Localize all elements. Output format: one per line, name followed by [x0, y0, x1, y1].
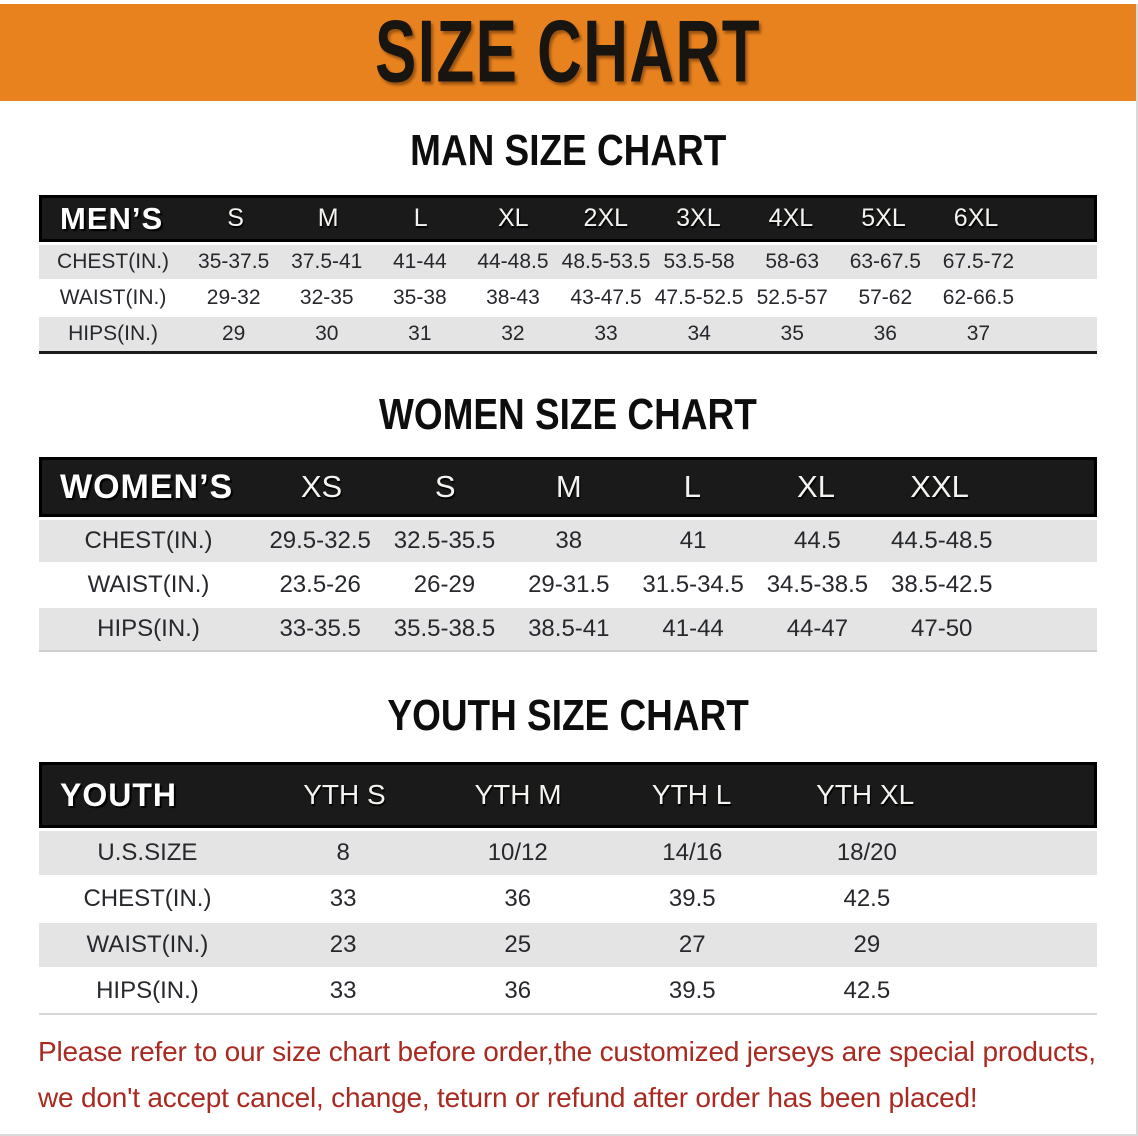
cell-value: 36 — [873, 322, 897, 345]
cell-value: 23 — [329, 931, 357, 958]
cell-value: 8 — [336, 839, 350, 866]
cell-value: 62-66.5 — [942, 286, 1015, 309]
banner-title: SIZE CHART — [375, 3, 761, 101]
size-column-header: YTH S — [303, 779, 386, 810]
cell-value: 29-31.5 — [528, 571, 610, 598]
cell-value: 38-43 — [486, 286, 540, 309]
table-header-row — [39, 457, 1097, 517]
cell-value: 32-35 — [299, 286, 354, 309]
table-row — [39, 520, 1097, 562]
youth-heading-text: YOUTH SIZE CHART — [387, 691, 749, 740]
size-column-header: M — [317, 204, 339, 232]
table-body — [39, 831, 1097, 1013]
women-size-table — [39, 457, 1097, 652]
table-row — [39, 608, 1097, 650]
size-column-header: 6XL — [953, 204, 999, 232]
cell-value: 44-48.5 — [477, 250, 549, 273]
cell-value: 57-62 — [858, 286, 913, 309]
table-row — [39, 245, 1097, 279]
row-label: CHEST(IN.) — [57, 250, 170, 273]
table-row — [39, 317, 1097, 351]
cell-value: 38.5-41 — [528, 615, 610, 642]
cell-value: 29.5-32.5 — [269, 527, 371, 554]
women-section — [0, 391, 1136, 652]
cell-value: 38.5-42.5 — [891, 571, 993, 598]
cell-value: 42.5 — [843, 885, 891, 912]
banner — [0, 4, 1136, 101]
cell-value: 29-32 — [206, 286, 261, 309]
cell-value: 18/20 — [836, 839, 897, 866]
size-column-header: YTH M — [474, 779, 562, 810]
cell-value: 29 — [853, 931, 881, 958]
cell-value: 32.5-35.5 — [393, 527, 496, 554]
row-label: HIPS(IN.) — [96, 977, 199, 1004]
cell-value: 44.5 — [794, 527, 841, 554]
men-heading-text: MAN SIZE CHART — [409, 126, 727, 175]
cell-value: 47.5-52.5 — [654, 286, 744, 309]
men-size-table — [39, 195, 1097, 354]
cell-value: 27 — [678, 931, 706, 958]
size-column-header: YTH XL — [816, 779, 915, 810]
cell-value: 48.5-53.5 — [561, 250, 651, 273]
size-column-header: YTH L — [651, 779, 732, 810]
cell-value: 67.5-72 — [942, 250, 1015, 273]
row-label: CHEST(IN.) — [83, 885, 212, 912]
row-label: CHEST(IN.) — [84, 527, 213, 554]
cell-value: 43-47.5 — [570, 286, 642, 309]
size-column-header: 3XL — [676, 204, 721, 232]
footer-notice — [38, 1029, 1098, 1121]
cell-value: 31 — [408, 322, 432, 345]
table-title-cell: MEN’S — [60, 200, 164, 236]
men-heading — [0, 128, 1136, 174]
size-column-header: XL — [797, 469, 835, 504]
cell-value: 26-29 — [413, 571, 476, 598]
size-column-header: M — [555, 469, 582, 504]
row-label: WAIST(IN.) — [59, 286, 167, 309]
table-row — [39, 564, 1097, 606]
row-label: HIPS(IN.) — [97, 615, 200, 642]
cell-value: 41-44 — [392, 250, 447, 273]
cell-value: 35.5-38.5 — [393, 615, 496, 642]
cell-value: 14/16 — [662, 839, 723, 866]
table-title-cell: YOUTH — [60, 776, 177, 813]
cell-value: 36 — [504, 977, 532, 1004]
row-label: WAIST(IN.) — [86, 931, 209, 958]
table-row — [39, 923, 1097, 967]
cell-value: 35-37.5 — [198, 250, 270, 273]
size-column-header: 2XL — [583, 204, 629, 232]
cell-value: 37.5-41 — [291, 250, 363, 273]
cell-value: 53.5-58 — [663, 250, 735, 273]
size-column-header: L — [683, 469, 701, 504]
cell-value: 33-35.5 — [279, 615, 361, 642]
table-header-row — [39, 762, 1097, 828]
cell-value: 58-63 — [765, 250, 820, 273]
size-column-header: S — [227, 204, 244, 232]
table-row — [39, 877, 1097, 921]
youth-size-table — [39, 762, 1097, 1015]
row-label: WAIST(IN.) — [87, 571, 210, 598]
cell-value: 23.5-26 — [279, 571, 361, 598]
cell-value: 36 — [504, 885, 532, 912]
row-label: U.S.SIZE — [97, 839, 198, 866]
cell-value: 44-47 — [786, 615, 849, 642]
cell-value: 33 — [329, 977, 357, 1004]
cell-value: 41 — [679, 527, 707, 554]
table-header-row — [39, 195, 1097, 242]
cell-value: 34.5-38.5 — [766, 571, 869, 598]
cell-value: 31.5-34.5 — [642, 571, 744, 598]
cell-value: 37 — [966, 322, 991, 345]
table-body — [39, 520, 1097, 650]
size-chart-page — [0, 4, 1136, 1134]
cell-value: 52.5-57 — [756, 286, 828, 309]
size-column-header: S — [434, 469, 456, 504]
table-title-cell: WOMEN’S — [60, 467, 234, 506]
cell-value: 47-50 — [911, 615, 973, 642]
women-heading — [0, 391, 1136, 439]
cell-value: 44.5-48.5 — [891, 527, 993, 554]
row-label: HIPS(IN.) — [68, 322, 158, 345]
cell-value: 38 — [555, 527, 583, 554]
men-section — [0, 128, 1136, 354]
table-row — [39, 281, 1097, 315]
table-row — [39, 969, 1097, 1013]
cell-value: 32 — [501, 322, 525, 345]
size-column-header: L — [413, 204, 428, 232]
cell-value: 34 — [687, 322, 711, 345]
cell-value: 35-38 — [392, 286, 447, 309]
table-body — [39, 245, 1097, 351]
cell-value: 39.5 — [668, 977, 716, 1004]
cell-value: 25 — [504, 931, 532, 958]
cell-value: 63-67.5 — [849, 250, 921, 273]
size-column-header: XL — [497, 204, 529, 232]
cell-value: 42.5 — [843, 977, 891, 1004]
cell-value: 10/12 — [487, 839, 548, 866]
cell-value: 33 — [594, 322, 618, 345]
size-column-header: XXL — [910, 469, 969, 504]
cell-value: 29 — [221, 322, 246, 345]
notice-line-2: we don't accept cancel, change, teturn or refund after order has been placed! — [38, 1082, 978, 1113]
women-heading-text: WOMEN SIZE CHART — [379, 390, 757, 439]
cell-value: 39.5 — [668, 885, 716, 912]
cell-value: 35 — [780, 322, 804, 345]
cell-value: 41-44 — [662, 615, 724, 642]
table-row — [39, 831, 1097, 875]
youth-heading — [0, 692, 1136, 740]
size-column-header: 4XL — [768, 204, 814, 232]
notice-line-1: Please refer to our size chart before order,the customized jerseys are special products, — [38, 1036, 1096, 1067]
youth-section — [0, 692, 1136, 1015]
cell-value: 30 — [315, 322, 339, 345]
size-column-header: 5XL — [861, 204, 906, 232]
cell-value: 33 — [329, 885, 357, 912]
size-column-header: XS — [300, 469, 343, 504]
